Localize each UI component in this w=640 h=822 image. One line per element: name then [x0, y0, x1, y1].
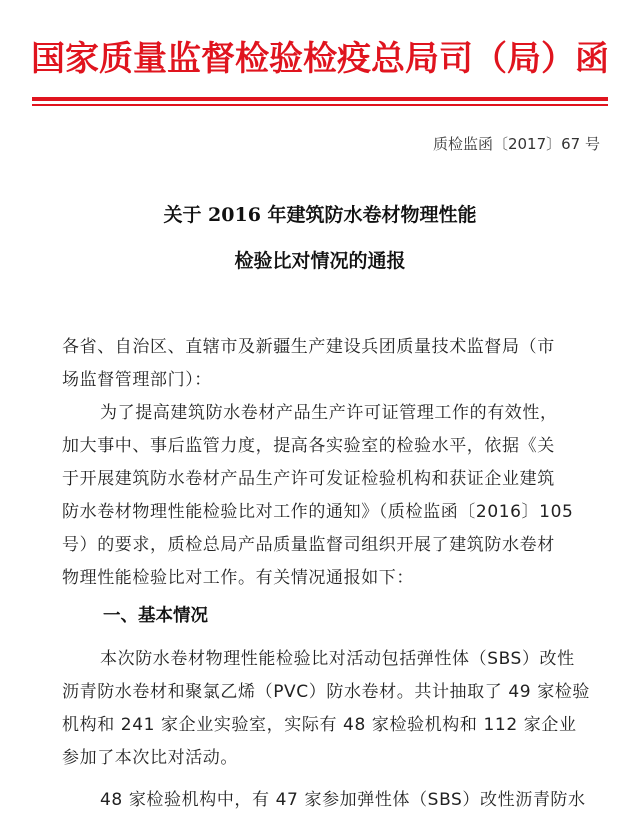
addressee-line-1: 各省、自治区、直辖市及新疆生产建设兵团质量技术监督局（市	[62, 337, 555, 357]
paragraph-2-line-2: 沥青防水卷材和聚氯乙烯（PVC）防水卷材。共计抽取了 49 家检验	[62, 682, 590, 702]
addressee-line-2: 场监督管理部门）：	[62, 370, 212, 390]
document-title-line-1: 关于 2016 年建筑防水卷材物理性能	[163, 204, 477, 226]
paragraph-3-line-1: 48 家检验机构中，有 47 家参加弹性体（SBS）改性沥青防水	[100, 790, 586, 810]
letterhead-rule-thick	[32, 97, 608, 101]
paragraph-2-line-1: 本次防水卷材物理性能检验比对活动包括弹性体（SBS）改性	[100, 649, 575, 669]
paragraph-1-line-6: 物理性能检验比对工作。有关情况通报如下：	[62, 568, 414, 588]
paragraph-2-line-3: 机构和 241 家企业实验室，实际有 48 家检验机构和 112 家企业	[62, 715, 577, 735]
document-number: 质检监函〔2017〕67 号	[432, 135, 600, 153]
paragraph-1-line-3: 于开展建筑防水卷材产品生产许可发证检验机构和获证企业建筑	[62, 469, 555, 489]
letterhead-rule-thin	[32, 104, 608, 106]
paragraph-1-line-4: 防水卷材物理性能检验比对工作的通知》（质检监函〔2016〕105	[62, 502, 574, 522]
paragraph-1-line-2: 加大事中、事后监管力度，提高各实验室的检验水平，依据《关	[62, 436, 555, 456]
section-heading-basic-situation: 一、基本情况	[103, 606, 208, 626]
paragraph-1-line-5: 号）的要求，质检总局产品质量监督司组织开展了建筑防水卷材	[62, 535, 555, 555]
paragraph-2-line-4: 参加了本次比对活动。	[62, 748, 238, 768]
letterhead-title: 国家质量监督检验检疫总局司（局）函	[31, 39, 609, 79]
paragraph-1-line-1: 为了提高建筑防水卷材产品生产许可证管理工作的有效性，	[100, 403, 558, 423]
document-title-line-2: 检验比对情况的通报	[234, 250, 406, 272]
